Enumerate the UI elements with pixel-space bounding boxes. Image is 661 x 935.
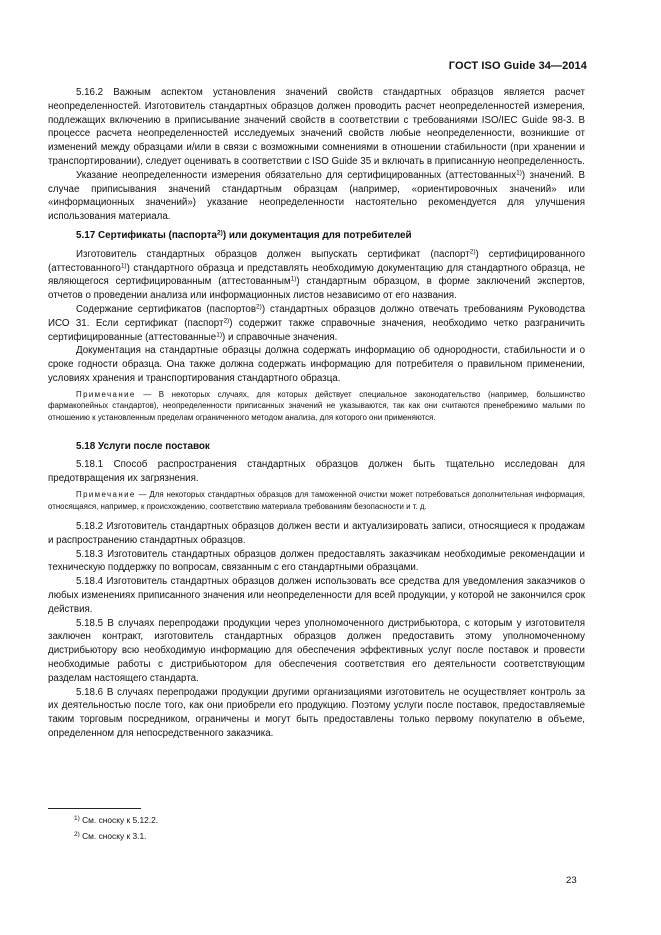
page-number: 23	[566, 875, 577, 886]
footnote-ref: 2)	[256, 303, 262, 311]
note-label: Примечание	[76, 489, 136, 499]
footnote-mark: 2)	[74, 831, 80, 838]
document-code-header: ГОСТ ISO Guide 34—2014	[448, 60, 587, 72]
section-heading-5-17: 5.17 Сертификаты (паспорта$^{2)}$) или документация для потребителей	[76, 229, 412, 241]
footnote-ref: 2)	[217, 229, 223, 237]
footnote-ref: 1)	[216, 331, 222, 339]
paragraph-5-18-6: 5.18.6 В случаях перепродажи продукции другими организациями изготовитель не осуществляет контроль за их деятельностью после того, как они приобрели его продукцию. Поэтому услуги после поставок, предоставляемые таким торговым посредником, ограничены и могут быть предоставлены только первому покупателю в объеме, определенном для непосредственного заказчика.	[48, 686, 585, 740]
paragraph-5-18-5: 5.18.5 В случаях перепродажи продукции через уполномоченного дистрибьютора, с которым у изготовителя заключен контракт, изготовитель стандартных образцов должен предоставить этому уполномоченному дистрибьютору всю необходимую информацию для обеспечения эффективных услуг после поставок и провести необходимые работы с дистрибьютором для обеспечения соответствия его деятельности соответствующим разделам настоящего стандарта.	[48, 617, 585, 684]
footnotes	[74, 812, 158, 844]
paragraph-5-18-3: 5.18.3 Изготовитель стандартных образцов должен предоставлять заказчикам необходимые рекомендации и техническую поддержку по вопросам, связанным с его стандартными образцами.	[48, 548, 585, 574]
document-body	[48, 86, 585, 741]
footnote-ref: 1)	[516, 169, 522, 177]
footnote-ref: 1)	[120, 262, 127, 270]
paragraph-5-18-1: 5.18.1 Способ распространения стандартных образцов должен быть тщательно исследован для предотвращения их загрязнения.	[48, 459, 585, 485]
paragraph-5-18-4: 5.18.4 Изготовитель стандартных образцов должен использовать все средства для уведомления заказчиков о любых изменениях приписанного значения или неопределенности для всей продукции, у которой не закончился срок действия.	[48, 576, 585, 615]
footnote-mark: 1)	[74, 815, 80, 822]
footnote-2: $^{2)}$ См. сноску к 3.1.	[74, 831, 147, 841]
paragraph-5-17-content: Содержание сертификатов (паспортов$^{2)}$) стандартных образцов должно отвечать требованиям Руководства ИСО 31. Если сертификат (паспорт$^{2)}$) содержит также справочные значения, необходимо четко разграничить сертифицированные (аттестованные$^{1)}$) и справочные значения.	[48, 303, 586, 343]
paragraph-5-17-certificate: Изготовитель стандартных образцов должен выпускать сертификат (паспорт$^{2)}$) сертифицированного (аттестованного$^{1)}$) стандартного образца и представлять необходимую документацию для стандартного образца, не являющегося сертифицированным (аттестованным$^{1)}$) стандартным образцом, в форме заключений экспертов, отчетов о проведении анализа или информационных листов независимо от его названия.	[48, 248, 586, 302]
footnote-divider	[48, 808, 141, 809]
section-heading-5-18: 5.18 Услуги после поставок	[76, 440, 210, 452]
note-label: Примечание	[76, 389, 136, 399]
footnote-ref: 2)	[469, 248, 476, 256]
footnote-ref: 2)	[223, 317, 230, 325]
paragraph-5-17-documentation: Документация на стандартные образцы должна содержать информацию об однородности, стабильности и о сроке годности образца. Она также должна содержать информацию для потребителя о правильном применении, условиях хранения и транспортирования стандартного образца.	[48, 345, 585, 384]
paragraph-uncertainty-note: Указание неопределенности измерения обязательно для сертифицированных (аттестованных$^{1)}$) значений. В случае приписывания значений стандартным образцам (например, «ориентировочных значений» или «информационных значений») указание неопределенности настоятельно рекомендуется для улучшения использования материала.	[48, 169, 585, 223]
footnote-1: $^{1)}$ См. сноску к 5.12.2.	[74, 815, 159, 825]
note-5-18: Примечание — Для некоторых стандартных образцов для таможенной очистки может потребоваться дополнительная информация, относящаяся, например, к происхождению, соответствию материала требованиям безопасности и т. д.	[48, 489, 585, 511]
footnote-ref: 1)	[290, 275, 297, 283]
paragraph-5-16-2: 5.16.2 Важным аспектом установления значений свойств стандартных образцов является расчет неопределенностей. Изготовитель стандартных образцов должен проводить расчет неопределенностей измерения, подлежащих включению в приписывание значений свойств в соответствии с требованиями ISO/IEC Guide 98-3. В процессе расчета неопределенностей исследуемых значений свойств любые неопределенности, возникшие от изменений между образцами и/или в связи с возможными сомнениями в отношении стабильности (при хранении и транспортировании), следует оценивать в соответствии с ISO Guide 35 и включать в приписанную неопределенность.	[48, 87, 585, 167]
paragraph-5-18-2: 5.18.2 Изготовитель стандартных образцов должен вести и актуализировать записи, относящиеся к продажам и распространению стандартных образцов.	[48, 521, 585, 546]
note-5-17: Примечание — В некоторых случаях, для которых действует специальное законодательство (например, большинство фармакопейных стандартов), неопределенности приписанных значений не указываются, так как они считаются пренебрежимо малыми по отношению к установленным пределам ограниченного методом анализа, для которого они применяются.	[48, 389, 585, 422]
